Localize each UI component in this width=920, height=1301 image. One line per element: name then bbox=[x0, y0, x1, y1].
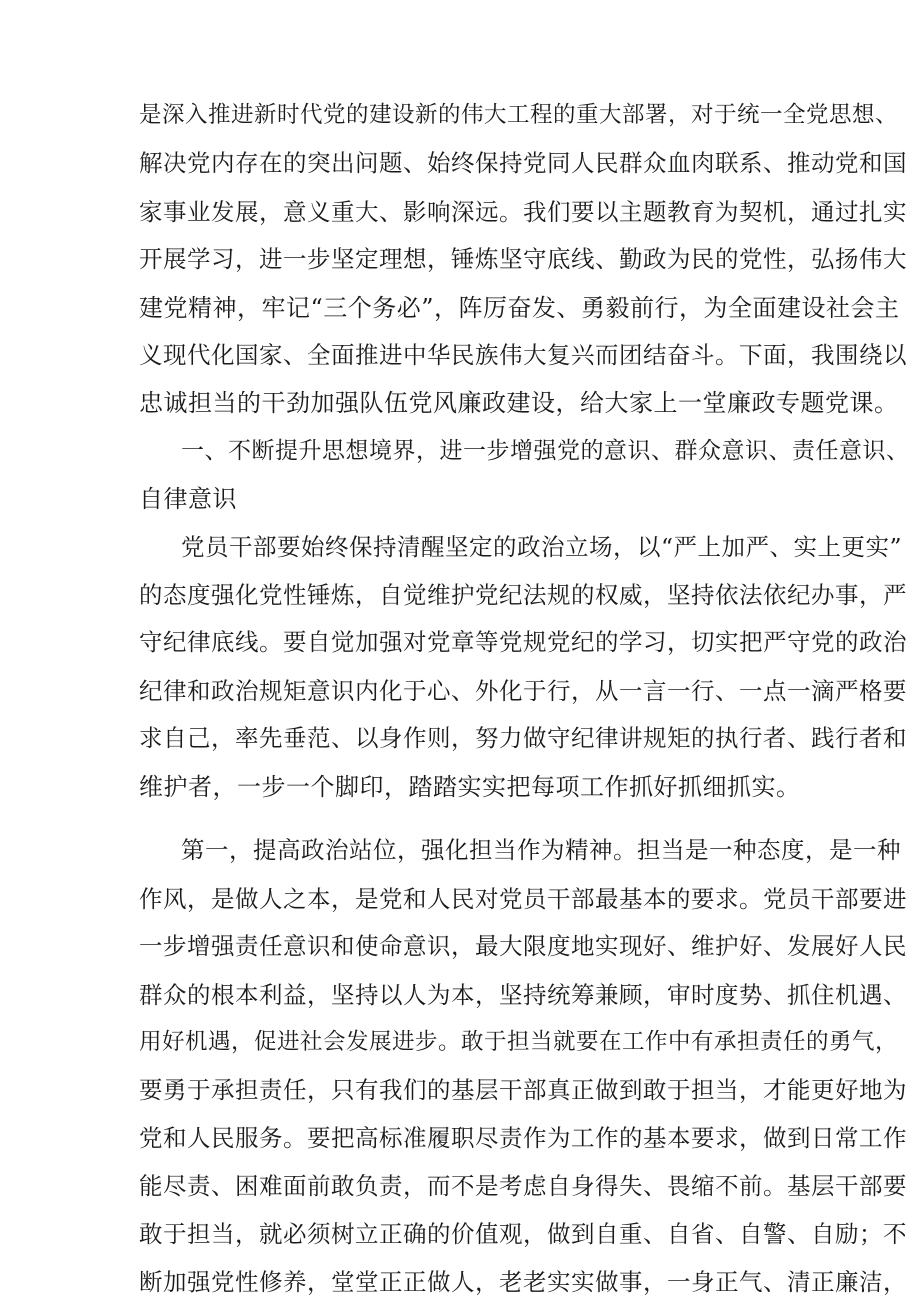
text-line: 敢于担当，就必须树立正确的价值观，做到自重、自省、自警、自励；不 bbox=[139, 1219, 907, 1248]
text-line: 是深入推进新时代党的建设新的伟大工程的重大部署，对于统一全党思想、 bbox=[139, 102, 899, 128]
text-line: 党员干部要始终保持清醒坚定的政治立场，以“严上加严、实上更实” bbox=[181, 532, 903, 561]
text-line: 求自己，率先垂范、以身作则，努力做守纪律讲规矩的执行者、践行者和 bbox=[139, 724, 907, 753]
text-line: 作风，是做人之本，是党和人民对党员干部最基本的要求。党员干部要进 bbox=[139, 884, 907, 913]
text-line: 家事业发展，意义重大、影响深远。我们要以主题教育为契机，通过扎实 bbox=[139, 197, 907, 226]
text-line: 守纪律底线。要自觉加强对党章等党规党纪的学习，切实把严守党的政治 bbox=[139, 628, 907, 657]
text-line: 的态度强化党性锤炼，自觉维护党纪法规的权威，坚持依法依纪办事，严 bbox=[139, 580, 907, 609]
text-line: 义现代化国家、全面推进中华民族伟大复兴而团结奋斗。下面，我围绕以 bbox=[139, 340, 907, 369]
text-line: 维护者，一步一个脚印，踏踏实实把每项工作抓好抓细抓实。 bbox=[139, 772, 801, 801]
text-line: 纪律和政治规矩意识内化于心、外化于行，从一言一行、一点一滴严格要 bbox=[139, 676, 907, 705]
text-line: 群众的根本利益，坚持以人为本，坚持统筹兼顾，审时度势、抓住机遇、 bbox=[139, 980, 907, 1009]
section-heading: 一、不断提升思想境界，进一步增强党的意识、群众意识、责任意识、 bbox=[181, 437, 910, 464]
section-heading: 自律意识 bbox=[139, 485, 237, 514]
text-line: 断加强党性修养，堂堂正正做人，老老实实做事，一身正气、清正廉洁， bbox=[139, 1268, 907, 1296]
text-line: 建党精神，牢记“三个务必”，阵厉奋发、勇毅前行，为全面建设社会主 bbox=[139, 293, 900, 322]
text-line: 第一，提高政治站位，强化担当作为精神。担当是一种态度，是一种 bbox=[181, 836, 901, 865]
text-line: 解决党内存在的突出问题、始终保持党同人民群众血肉联系、推动党和国 bbox=[139, 149, 907, 178]
text-line: 党和人民服务。要把高标准履职尽责作为工作的基本要求，做到日常工作 bbox=[139, 1123, 907, 1152]
text-line: 能尽责、困难面前敢负责，而不是考虑自身得失、畏缩不前。基层干部要 bbox=[139, 1172, 907, 1201]
text-line: 忠诚担当的干劲加强队伍党风廉政建设，给大家上一堂廉政专题党课。 bbox=[139, 389, 899, 418]
text-line: 一步增强责任意识和使命意识，最大限度地实现好、维护好、发展好人民 bbox=[139, 932, 907, 961]
text-line: 要勇于承担责任，只有我们的基层干部真正做到敢于担当，才能更好地为 bbox=[139, 1076, 907, 1105]
text-line: 开展学习，进一步坚定理想，锤炼坚守底线、勤政为民的党性，弘扬伟大 bbox=[139, 245, 907, 274]
text-line: 用好机遇，促进社会发展进步。敢于担当就要在工作中有承担责任的勇气， bbox=[139, 1029, 899, 1056]
